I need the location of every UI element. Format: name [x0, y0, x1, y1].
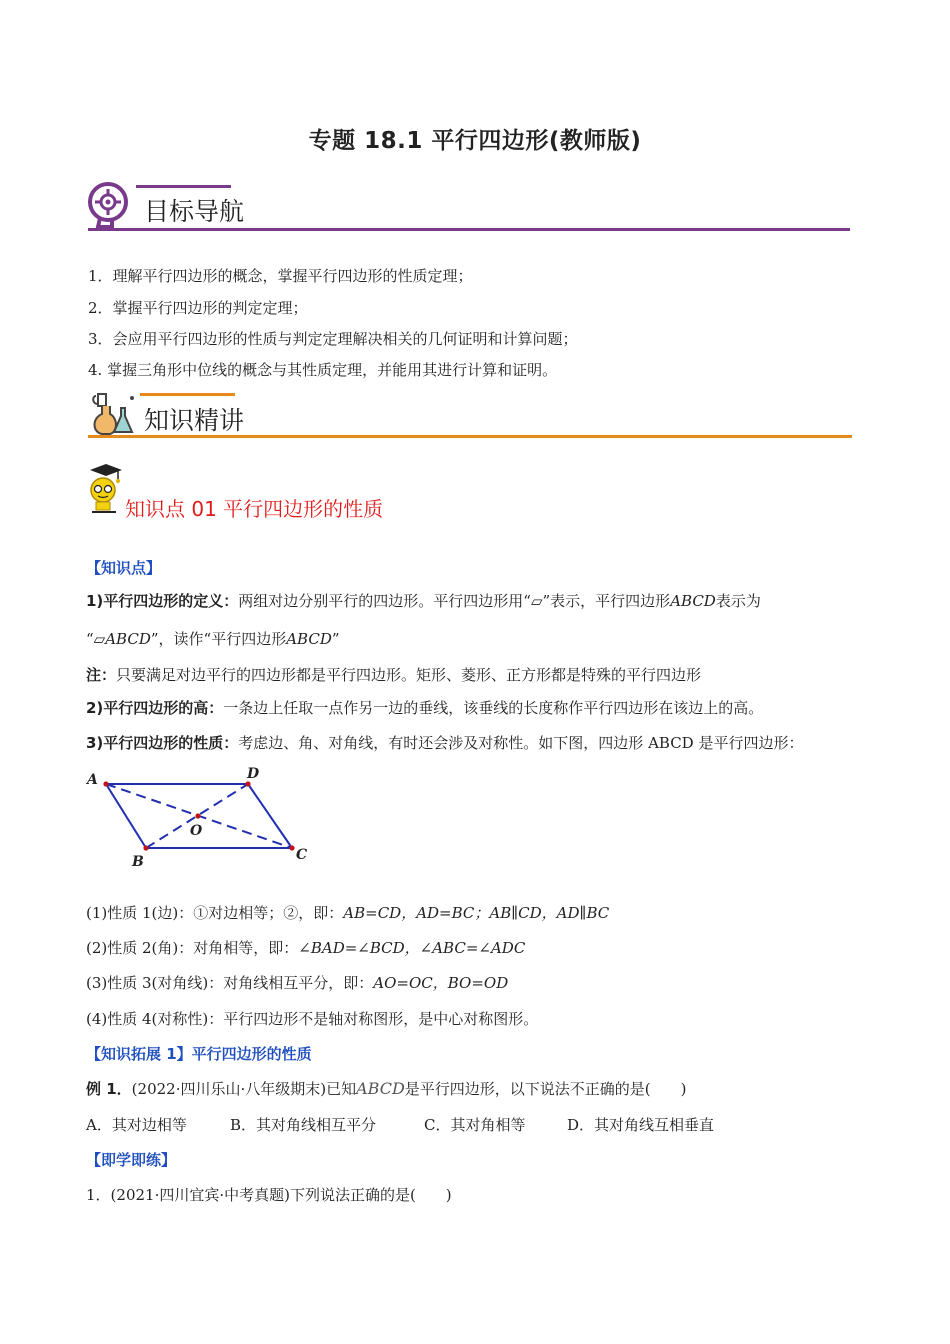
- option-b: B．其对角线相互平分: [230, 1116, 377, 1134]
- property-intro-line: [86, 732, 803, 753]
- knowledge-heading: 知识精讲: [144, 406, 245, 435]
- abcd-label: ABCD: [105, 630, 151, 648]
- point-d: [245, 781, 250, 786]
- property-1-text: (1)性质 1(边)：①对边相等；②，即：: [86, 904, 344, 922]
- goals-divider: [88, 228, 850, 231]
- option-c: C．其对角相等: [424, 1116, 526, 1134]
- knowledge-tag: 【知识点】: [86, 559, 162, 577]
- knowledge-underline-top: [140, 393, 235, 396]
- practice-question-1: 1．(2021·四川宜宾·中考真题)下列说法正确的是( ): [86, 1186, 452, 1204]
- brain-icon: [86, 180, 132, 228]
- example-text-2: 是平行四边形，以下说法不正确的是( ): [404, 1080, 687, 1098]
- page-title: 专题 18.1 平行四边形(教师版): [308, 128, 642, 154]
- knowledge-point-title: 知识点 01 平行四边形的性质: [125, 497, 384, 521]
- goal-item: 1．理解平行四边形的概念，掌握平行四边形的性质定理；: [88, 267, 473, 285]
- side-cd: [248, 784, 292, 848]
- option-d: D．其对角线互相垂直: [567, 1116, 715, 1134]
- practice-tag: 【即学即练】: [86, 1151, 177, 1169]
- note-text: 只要满足对边平行的四边形都是平行四边形。矩形、菱形、正方形都是特殊的平行四边形: [116, 666, 702, 684]
- label-c: C: [296, 847, 308, 863]
- definition-text-3: 表示为: [715, 592, 761, 610]
- read-as-text: ”，读作“平行四边形: [150, 630, 287, 648]
- point-c: [289, 845, 294, 850]
- abcd-label: ABCD: [286, 630, 332, 648]
- quote-close: ”: [331, 630, 340, 648]
- graduate-mascot-icon: [86, 462, 124, 514]
- example-1: [86, 1078, 687, 1099]
- example-label: 例 1．: [86, 1080, 132, 1098]
- goals-section-header: [86, 180, 850, 232]
- definition-line-2: [86, 628, 340, 649]
- goal-item: 2．掌握平行四边形的判定定理；: [88, 299, 308, 317]
- note-line: [86, 664, 701, 685]
- height-text: 一条边上任取一点作另一边的垂线，该垂线的长度称作平行四边形在该边上的高。: [223, 699, 764, 717]
- definition-text: 两组对边分别平行的四边形。平行四边形用“: [238, 592, 531, 610]
- property-2-math: ∠BAD=∠BCD，∠ABC=∠ADC: [298, 939, 526, 957]
- parallelogram-symbol: ▱: [530, 592, 543, 610]
- abcd-math: ABCD: [356, 1079, 405, 1098]
- property-2: [86, 937, 525, 958]
- label-a: A: [87, 772, 98, 788]
- extension-tag: 【知识拓展 1】平行四边形的性质: [86, 1045, 312, 1063]
- point-b: [143, 845, 148, 850]
- property-1-math: AB=CD，AD=BC；AB∥CD，AD∥BC: [343, 904, 610, 922]
- goals-underline-top: [136, 185, 231, 188]
- parallelogram-figure: [84, 762, 324, 872]
- abcd-label: ABCD: [670, 592, 716, 610]
- label-o: O: [190, 823, 203, 839]
- quote-open: “: [86, 630, 94, 648]
- definition-line-1: [86, 590, 761, 611]
- parallelogram-symbol: ▱: [93, 630, 106, 648]
- definition-text-2: ”表示，平行四边形: [542, 592, 671, 610]
- goal-item: 4. 掌握三角形中位线的概念与其性质定理，并能用其进行计算和证明。: [88, 361, 558, 379]
- flask-icon: [88, 390, 138, 436]
- goals-heading: 目标导航: [144, 197, 245, 226]
- example-text: (2022·四川乐山·八年级期末)已知: [131, 1080, 357, 1098]
- goal-item: 3．会应用平行四边形的性质与判定定理解决相关的几何证明和计算问题；: [88, 330, 578, 348]
- knowledge-section-header: [86, 388, 852, 440]
- label-b: B: [132, 854, 144, 870]
- property-1: [86, 902, 609, 923]
- property-2-text: (2)性质 2(角)：对角相等，即：: [86, 939, 299, 957]
- property-4: (4)性质 4(对称性)：平行四边形不是轴对称图形，是中心对称图形。: [86, 1010, 539, 1028]
- property-3-text: (3)性质 3(对角线)：对角线相互平分，即：: [86, 974, 374, 992]
- side-ab: [106, 784, 146, 848]
- knowledge-divider: [88, 435, 852, 438]
- option-a: A．其对边相等: [86, 1116, 187, 1134]
- definition-label: 1)平行四边形的定义：: [86, 592, 239, 610]
- property-3-math: AO=OC，BO=OD: [373, 974, 509, 992]
- property-label: 3)平行四边形的性质：: [86, 734, 239, 752]
- property-text: 考虑边、角、对角线，有时还会涉及对称性。如下图，四边形 ABCD 是平行四边形：: [238, 734, 804, 752]
- note-label: 注：: [86, 666, 117, 684]
- property-3: [86, 972, 508, 993]
- label-d: D: [247, 766, 260, 782]
- point-a: [103, 781, 108, 786]
- height-line: [86, 697, 763, 718]
- point-o: [195, 813, 200, 818]
- height-label: 2)平行四边形的高：: [86, 699, 224, 717]
